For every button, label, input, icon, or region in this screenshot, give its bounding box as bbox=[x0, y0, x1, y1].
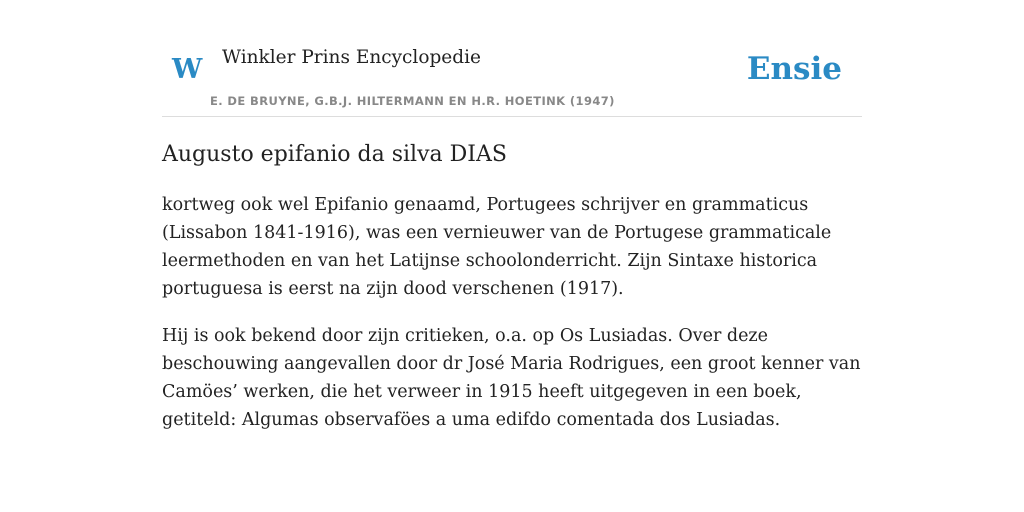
source-logo[interactable]: W bbox=[172, 54, 203, 85]
entry-title: Augusto epifanio da silva DIAS bbox=[162, 142, 507, 167]
brand-logo[interactable]: Ensie bbox=[746, 51, 842, 87]
entry-body bbox=[162, 191, 862, 434]
source-title[interactable]: Winkler Prins Encyclopedie bbox=[222, 47, 481, 68]
source-header bbox=[162, 0, 862, 117]
entry-paragraph: kortweg ook wel Epifanio genaamd, Portugees schrijver en grammaticus (Lissabon 1841-1916), was een vernieuwer van de Portugese grammaticale leermethoden en van het Latijnse schoolonderricht. Zijn Sintaxe historica portuguesa is eerst na zijn dood verschenen (1917). bbox=[162, 195, 832, 299]
entry-paragraph: Hij is ook bekend door zijn critieken, o.a. op Os Lusiadas. Over deze beschouwing aangevallen door dr José Maria Rodrigues, een groot kenner van Camöes’ werken, die het verweer in 1915 heeft uitgegeven in een boek, getiteld: Algumas observaföes a uma edifdo comentada dos Lusiadas. bbox=[162, 326, 861, 430]
page-container bbox=[162, 0, 862, 434]
source-authors: E. DE BRUYNE, G.B.J. HILTERMANN EN H.R. HOETINK (1947) bbox=[210, 94, 615, 108]
